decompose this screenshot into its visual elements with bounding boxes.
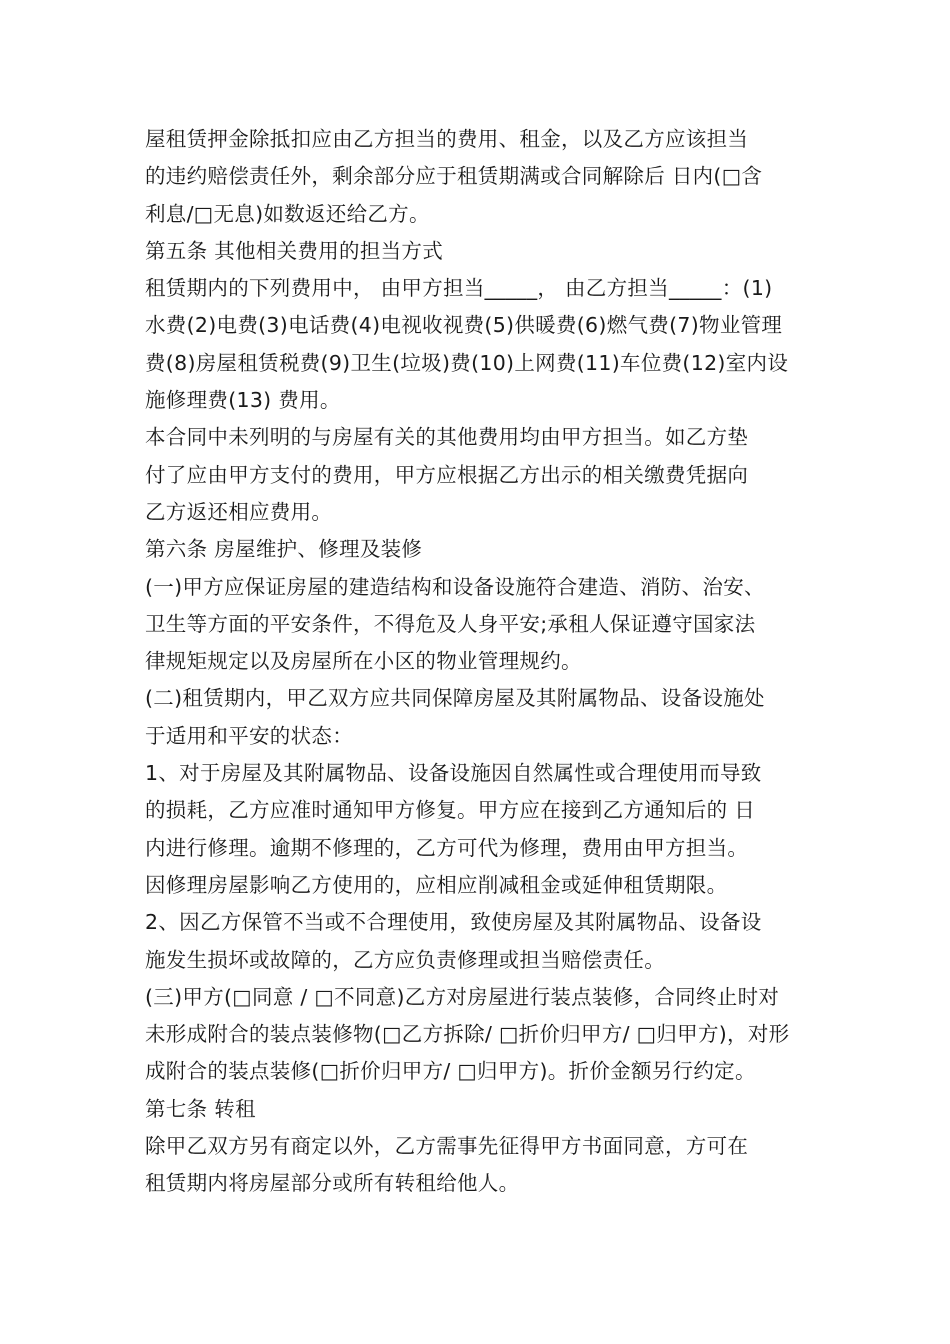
- text-line: 本合同中未列明的与房屋有关的其他费用均由甲方担当。如乙方垫: [145, 425, 749, 450]
- text-line: 租赁期内的下列费用中， 由甲方担当_____， 由乙方担当_____：(1): [145, 276, 773, 301]
- section-heading: 第七条 转租: [145, 1096, 256, 1121]
- text-line: 的违约赔偿责任外，剩余部分应于租赁期满或合同解除后 日内(□含: [145, 164, 763, 189]
- text-line: (三)甲方(□同意 / □不同意)乙方对房屋进行装点装修，合同终止时对: [145, 984, 780, 1009]
- text-line: 水费(2)电费(3)电话费(4)电视收视费(5)供暖费(6)燃气费(7)物业管理: [145, 313, 783, 338]
- text-line: 乙方返还相应费用。: [145, 499, 333, 524]
- text-line: 卫生等方面的平安条件，不得危及人身平安;承租人保证遵守国家法: [145, 611, 756, 636]
- text-line: 1、对于房屋及其附属物品、设备设施因自然属性或合理使用而导致: [145, 761, 762, 786]
- text-line: 律规矩规定以及房屋所在小区的物业管理规约。: [145, 649, 582, 674]
- text-line: 利息/□无息)如数返还给乙方。: [145, 201, 430, 226]
- text-line: (二)租赁期内，甲乙双方应共同保障房屋及其附属物品、设备设施处: [145, 686, 765, 711]
- text-line: 屋租赁押金除抵扣应由乙方担当的费用、租金，以及乙方应该担当: [145, 127, 749, 151]
- text-line: 成附合的装点装修(□折价归甲方/ □归甲方)。折价金额另行约定。: [145, 1059, 756, 1084]
- text-line: 2、因乙方保管不当或不合理使用，致使房屋及其附属物品、设备设: [145, 910, 762, 935]
- text-line: 施修理费(13) 费用。: [145, 388, 341, 413]
- text-line: 付了应由甲方支付的费用，甲方应根据乙方出示的相关缴费凭据向: [145, 462, 749, 487]
- text-line: 的损耗，乙方应准时通知甲方修复。甲方应在接到乙方通知后的 日: [145, 798, 756, 823]
- text-line: 施发生损坏或故障的，乙方应负责修理或担当赔偿责任。: [145, 947, 665, 972]
- text-line: 于适用和平安的状态：: [145, 723, 353, 748]
- text-line: 费(8)房屋租赁税费(9)卫生(垃圾)费(10)上网费(11)车位费(12)室内设: [145, 350, 789, 375]
- text-line: 除甲乙双方另有商定以外，乙方需事先征得甲方书面同意，方可在: [145, 1134, 749, 1159]
- text-line: 因修理房屋影响乙方使用的，应相应削减租金或延伸租赁期限。: [145, 872, 728, 897]
- section-heading: 第六条 房屋维护、修理及装修: [145, 537, 423, 562]
- text-line: 未形成附合的装点装修物(□乙方拆除/ □折价归甲方/ □归甲方)，对形: [145, 1022, 790, 1047]
- text-line: 内进行修理。逾期不修理的，乙方可代为修理，费用由甲方担当。: [145, 835, 749, 860]
- text-line: (一)甲方应保证房屋的建造结构和设备设施符合建造、消防、治安、: [145, 574, 765, 599]
- text-line: 租赁期内将房屋部分或所有转租给他人。: [145, 1171, 520, 1196]
- document-body: [145, 121, 809, 1203]
- section-heading: 第五条 其他相关费用的担当方式: [145, 238, 444, 263]
